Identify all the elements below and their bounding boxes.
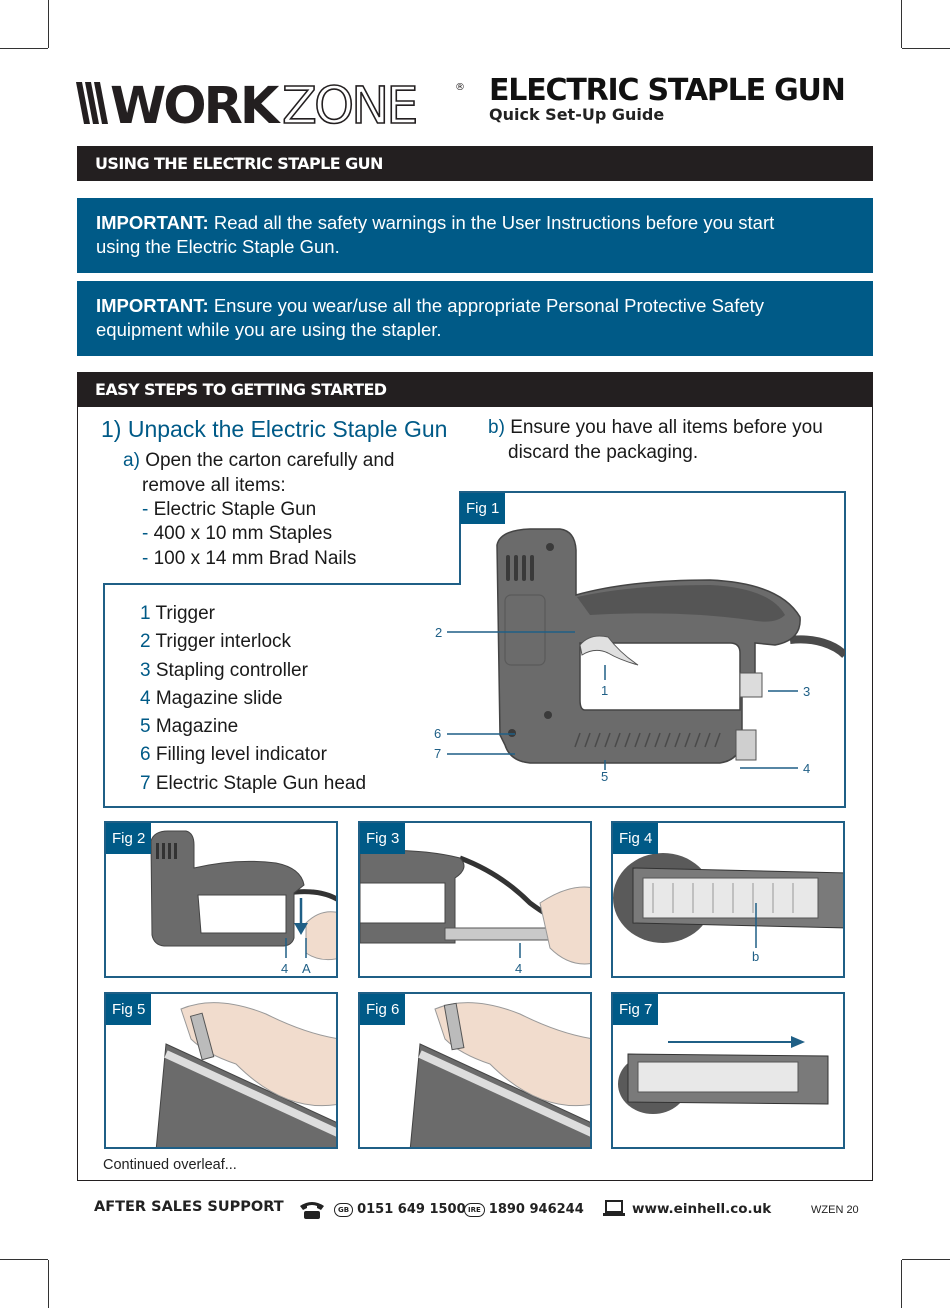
crop-mark (902, 1259, 950, 1260)
section-steps-heading: EASY STEPS TO GETTING STARTED (77, 372, 873, 407)
logo-word-bold: WORK (110, 80, 277, 126)
part-item: 1 Trigger (140, 603, 215, 624)
fig4-label: Fig 4 (613, 823, 658, 854)
logo-word-outline: ZONE (282, 80, 416, 126)
fig1-callout-1: 1 (601, 683, 609, 698)
fig1-callout-4: 4 (803, 761, 811, 776)
item-dash: - (142, 499, 149, 520)
fig1-callout-3: 3 (803, 684, 811, 699)
part-item: 5 Magazine (140, 716, 239, 738)
fig7-label: Fig 7 (613, 994, 658, 1025)
step-1b-line2: discard the packaging. (508, 442, 699, 463)
fig1-callout-7: 7 (434, 746, 442, 761)
step-1b-line1: Ensure you have all items before you (510, 417, 823, 438)
step-1a-line1: Open the carton carefully and (145, 450, 395, 471)
part-item: 4 Magazine slide (140, 687, 283, 709)
section-using-heading: USING THE ELECTRIC STAPLE GUN (77, 146, 873, 181)
step-1a-line2: remove all items: (142, 475, 286, 496)
crop-mark (901, 1260, 902, 1308)
part-item: 2 Trigger interlock (140, 631, 292, 653)
step-title-text: Unpack the Electric Staple Gun (127, 416, 448, 442)
fig3-panel (358, 821, 592, 978)
part-item: 3 Stapling controller (140, 659, 308, 681)
item-text: Electric Staple Gun (153, 499, 317, 520)
item-text: 100 x 14 mm Brad Nails (153, 548, 357, 569)
after-sales-label: AFTER SALES SUPPORT (94, 1199, 284, 1215)
gb-phone[interactable] (334, 1202, 466, 1217)
fig6-label: Fig 6 (360, 994, 405, 1025)
part-item: 7 Electric Staple Gun head (140, 772, 367, 794)
fig2-callout-4: 4 (281, 961, 289, 976)
fig5-panel (104, 992, 338, 1149)
fig1-callout-5: 5 (601, 769, 609, 784)
item-dash: - (142, 548, 149, 569)
crop-mark (48, 1260, 49, 1308)
step-1b-marker: b) (488, 417, 505, 438)
item-text: 400 x 10 mm Staples (153, 523, 333, 544)
notice-label: IMPORTANT: (96, 295, 209, 316)
fig4-panel (611, 821, 845, 978)
document-code: WZEN 20 (811, 1204, 859, 1216)
parts-list (140, 600, 366, 798)
fig7-panel (611, 992, 845, 1149)
fig2-label: Fig 2 (106, 823, 151, 854)
fig2-callout-a: A (302, 961, 311, 976)
fig1-callout-2: 2 (435, 625, 443, 640)
fig4-callout-b: b (752, 949, 760, 964)
part-item: 6 Filling level indicator (140, 744, 327, 766)
ire-phone-number: 1890 946244 (488, 1202, 584, 1217)
ire-badge: IRE (464, 1203, 485, 1217)
fig1-callout-6: 6 (434, 726, 442, 741)
laptop-icon (603, 1200, 625, 1218)
fig1-label: Fig 1 (460, 493, 505, 524)
website-link[interactable]: www.einhell.co.uk (632, 1201, 772, 1217)
notice-text: Read all the safety warnings in the User Instructions before you start (208, 212, 775, 233)
fig2-panel (104, 821, 338, 978)
notice-text: Ensure you wear/use all the appropriate Personal Protective Safety (208, 295, 765, 316)
continued-note: Continued overleaf... (103, 1157, 237, 1173)
phone-icon (298, 1200, 326, 1220)
notice-text: equipment while you are using the stapler. (96, 319, 442, 340)
crop-mark (0, 1259, 48, 1260)
notice-text: using the Electric Staple Gun. (96, 236, 340, 257)
item-dash: - (142, 523, 149, 544)
logo-registered: ® (455, 82, 465, 93)
step-number: 1) (101, 416, 122, 442)
page-subtitle: Quick Set-Up Guide (489, 105, 665, 124)
fig5-label: Fig 5 (106, 994, 151, 1025)
gb-phone-number: 0151 649 1500 (357, 1202, 466, 1217)
gb-badge: GB (334, 1203, 353, 1217)
notice-label: IMPORTANT: (96, 212, 209, 233)
step-1a-marker: a) (123, 450, 140, 471)
page-title: ELECTRIC STAPLE GUN (489, 73, 845, 108)
ire-phone[interactable] (464, 1202, 584, 1217)
fig6-panel (358, 992, 592, 1149)
fig3-callout-4: 4 (515, 961, 523, 976)
fig3-label: Fig 3 (360, 823, 405, 854)
